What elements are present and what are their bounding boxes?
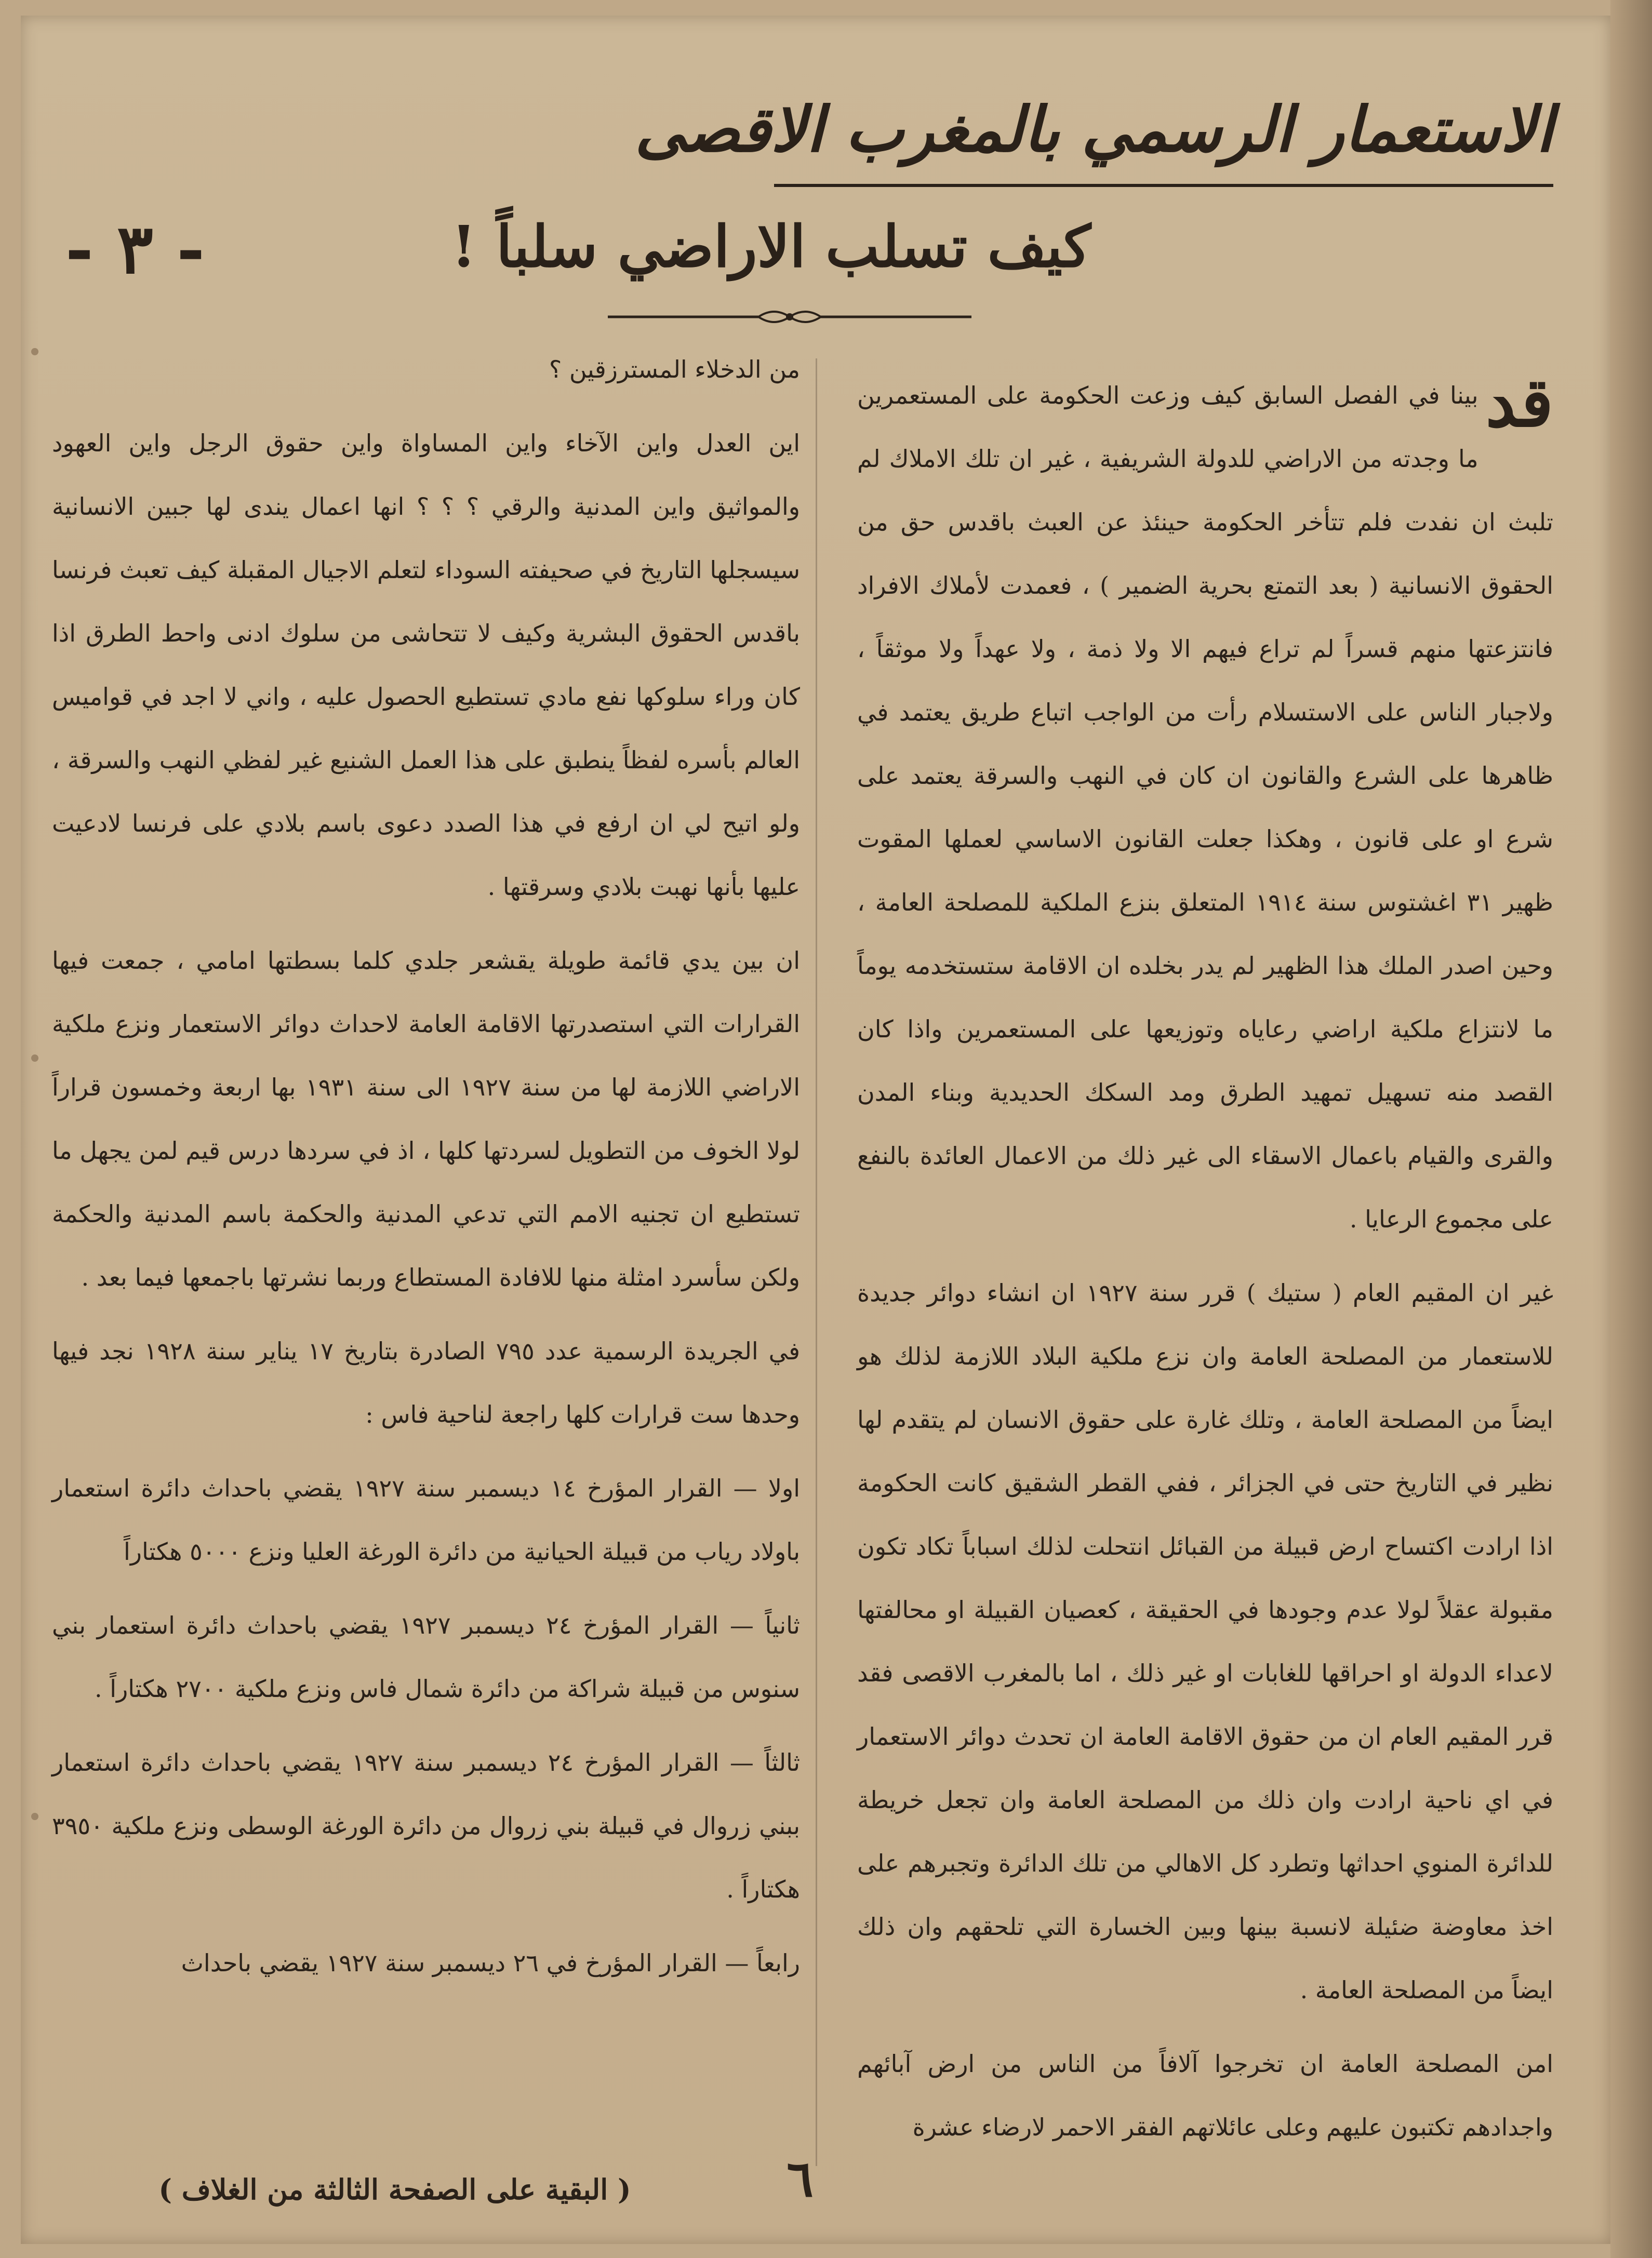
page-number: ٦ [787,2149,814,2208]
list-item: ثالثاً — القرار المؤرخ ٢٤ ديسمبر سنة ١٩٢٧ يقضي باحداث دائرة استعمار ببني زروال في قبيلة بني زروال من دائرة الورغة الوسطى ونزع ملكية ٣٩٥٠ هكتاراً . [52,1748,800,1903]
paragraph: من الدخلاء المسترزقين ؟ [549,355,800,383]
paragraph: امن المصلحة العامة ان تخرجوا آلافاً من الناس من ارض آبائهم واجدادهم تكتبون عليهم وعلى عائلاتهم الفقر الاحمر لارضاء عشرة [857,2050,1553,2141]
page-edge [1610,0,1652,2258]
ornament-divider [608,304,971,330]
paragraph: بينا في الفصل السابق كيف وزعت الحكومة على المستعمرين ما وجدته من الاراضي للدولة الشريفية ، غير ان تلك الاملاك لم تلبث ان نفدت فلم تتأخر الحكومة حينئذ عن العبث باقدس حق من الحقوق الانسانية ( بعد التمتع بحرية الضمير ) ، فعمدت لأملاك الافراد فانتزعتها منهم قسراً لم تراع فيهم الا ولا ذمة ، ولا عهداً ولا موثقاً ، ولاجبار الناس على الاستسلام رأت من الواجب اتباع طريق يعتمد في ظاهرها على الشرع والقانون ان كان في النهب والسرقة يعتمد على شرع او على قانون ، وهكذا جعلت القانون الاساسي لعملها المقوت ظهير ٣١ اغشتوس سنة ١٩١٤ المتعلق بنزع الملكية للمصلحة العامة ، وحين اصدر الملك هذا الظهير لم يدر بخلده ان الاقامة ستستخدمه يوماً ما لانتزاع ملكية اراضي رعاياه وتوزيعها على المستعمرين واذا كان القصد منه تسهيل تمهيد الطرق ومد السكك الحديدية وبناء المدن والقرى والقيام باعمال الاسقاء الى غير ذلك من الاعمال العائدة بالنفع على مجموع الرعايا . [857,381,1554,1233]
paragraph: في الجريدة الرسمية عدد ٧٩٥ الصادرة بتاريخ ١٧ يناير سنة ١٩٢٨ نجد فيها وحدها ست قرارات كلها راجعة لناحية فاس : [52,1337,800,1428]
paragraph: غير ان المقيم العام ( ستيك ) قرر سنة ١٩٢٧ ان انشاء دوائر جديدة للاستعمار من المصلحة العامة وان نزع ملكية البلاد اللازمة لذلك هو ايضاً من المصلحة العامة ، وتلك غارة على حقوق الانسان لم يتقدم لها نظير في التاريخ حتى في الجزائر ، ففي القطر الشقيق كانت الحكومة اذا ارادت اكتساح ارض قبيلة من القبائل انتحلت لذلك اسباباً تكاد تكون مقبولة عقلاً لولا عدم وجودها في الحقيقة ، كعصيان القبيلة او محالفتها لاعداء الدولة او احراقها للغابات او غير ذلك ، اما بالمغرب الاقصى فقد قرر المقيم العام ان من حقوق الاقامة العامة ان تحدث دوائر الاستعمار في اي ناحية ارادت وان ذلك من المصلحة العامة وان تجعل خريطة للدائرة المنوي احداثها وتطرد كل الاهالي من تلك الدائرة وتجبرهم على اخذ معاوضة ضئيلة لانسبة بينها وبين الخسارة التي تلحقهم وان ذلك ايضاً من المصلحة العامة . [857,1279,1553,2004]
article-headline: كيف تسلب الاراضي سلباً ! [451,213,1091,280]
chapter-number: - ٣ - [65,209,205,289]
series-header [635,78,1553,187]
drop-cap: قد [1485,363,1553,442]
binding-hole [31,1054,38,1062]
list-item: رابعاً — القرار المؤرخ في ٢٦ ديسمبر سنة ١٩٢٧ يقضي باحداث [181,1949,800,1977]
paragraph: ان بين يدي قائمة طويلة يقشعر جلدي كلما بسطتها امامي ، جمعت فيها القرارات التي استصدرتها الاقامة العامة لاحداث دوائر الاستعمار ونزع ملكية الاراضي اللازمة لها من سنة ١٩٢٧ الى سنة ١٩٣١ بها اربعة وخمسون قراراً لولا الخوف من التطويل لسردتها كلها ، اذ في سردها درس قيم لمن يجهل ما تستطيع ان تجنيه الامم التي تدعي المدنية والحكمة باسم المدنية والحكمة ولكن سأسرد امثلة منها للافادة المستطاع وربما نشرتها باجمعها فيما بعد . [52,946,800,1291]
continued-note: ( البقية على الصفحة الثالثة من الغلاف ) [158,2173,631,2206]
binding-hole [31,348,38,355]
article-column-right [857,364,1553,2159]
list-item: اولا — القرار المؤرخ ١٤ ديسمبر سنة ١٩٢٧ يقضي باحداث دائرة استعمار باولاد رياب من قبيلة الحيانية من دائرة الورغة العليا ونزع ٥٠٠٠ هكتاراً [52,1474,801,1566]
series-title: الاستعمار الرسمي بالمغرب الاقصى [635,93,1553,166]
article-column-left [52,338,800,1995]
paragraph: اين العدل واين الآخاء واين المساواة واين حقوق الرجل واين العهود والمواثيق واين المدنية والرقي ؟ ؟ ؟ انها اعمال يندى لها جبين الانسانية سيسجلها التاريخ في صحيفته السوداء لتعلم الاجيال المقبلة كيف تعبث فرنسا باقدس الحقوق البشرية وكيف لا تتحاشى من سلوك ادنى واحط الطرق اذا كان وراء سلوكها نفع مادي تستطيع الحصول عليه ، واني لا اجد في قواميس العالم بأسره لفظاً ينطبق على هذا العمل الشنيع غير لفظي النهب والسرقة ، ولو اتيح لي ان ارفع في هذا الصدد دعوى باسم بلادي على فرنسا لادعيت عليها بأنها نهبت بلادي وسرقتها . [52,429,800,901]
header-rule [774,184,1553,187]
column-divider [816,358,817,2166]
binding-hole [31,1813,38,1820]
list-item: ثانياً — القرار المؤرخ ٢٤ ديسمبر ١٩٢٧ يقضي باحداث دائرة استعمار بني سنوس من قبيلة شراكة من دائرة شمال فاس ونزع ملكية ٢٧٠٠ هكتاراً . [52,1611,800,1703]
